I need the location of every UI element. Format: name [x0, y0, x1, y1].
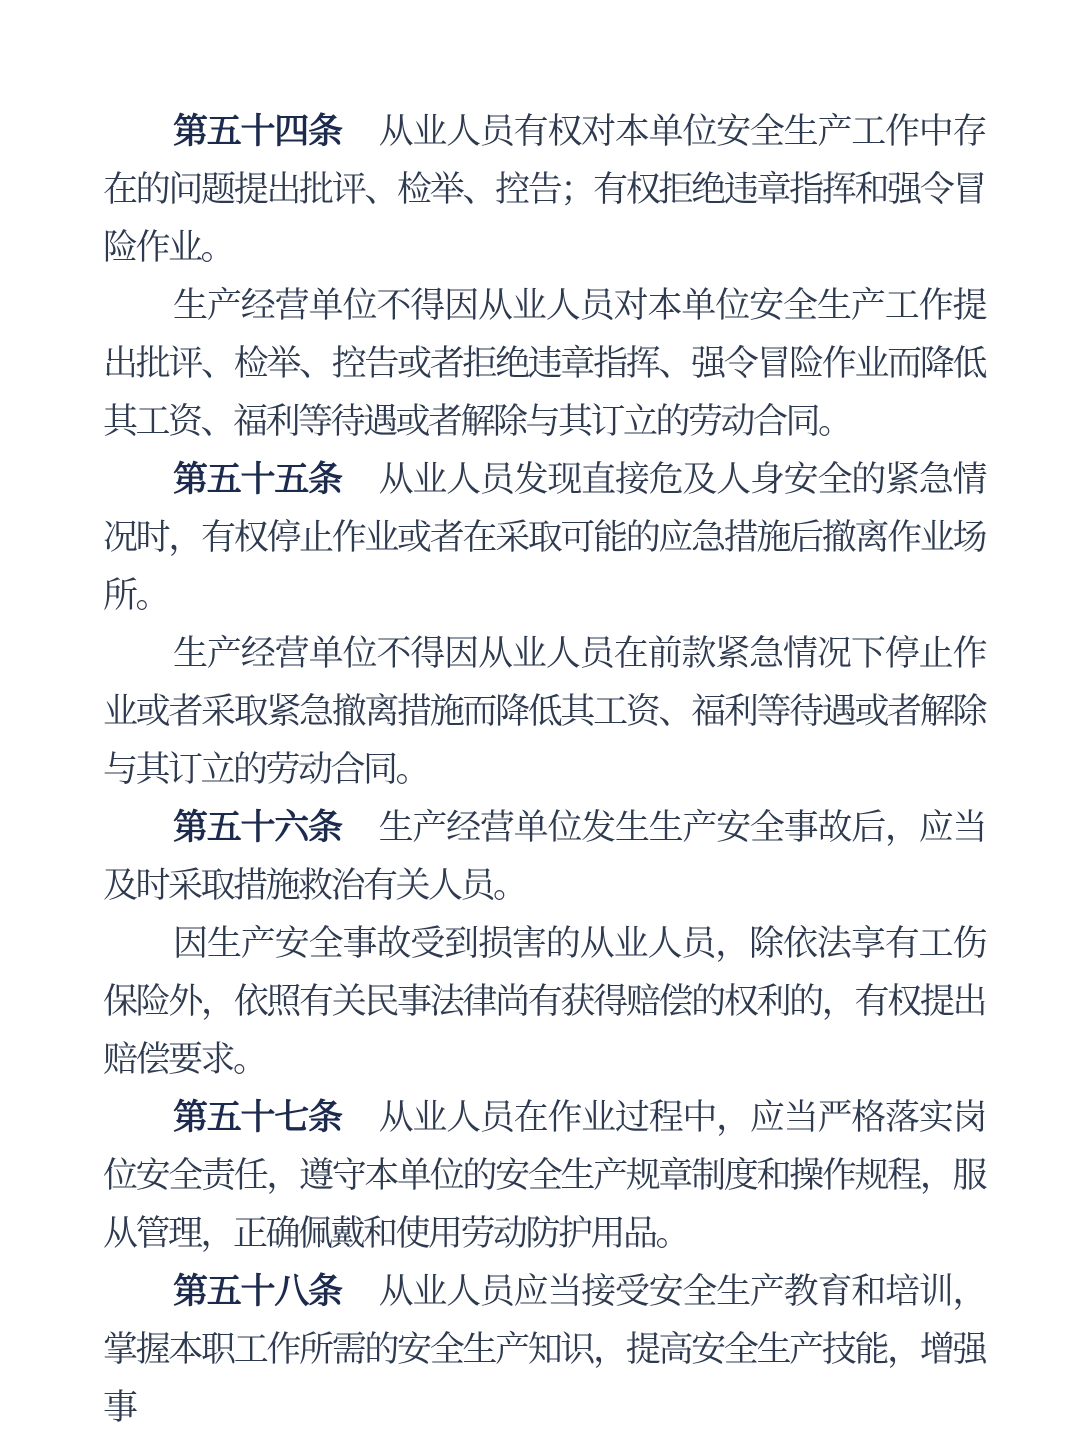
article-57-text: 从业人员在作业过程中，应当严格落实岗位安全责任，遵守本单位的安全生产规章制度和操作规程，服从管理，正确佩戴和使用劳动防护用品。	[103, 1098, 985, 1253]
paragraph-article-54	[103, 103, 985, 277]
article-54-text: 从业人员有权对本单位安全生产工作中存在的问题提出批评、检举、控告；有权拒绝违章指挥和强令冒险作业。	[103, 112, 985, 267]
paragraph-article-54-clause-2	[103, 277, 985, 451]
article-56-number: 第五十六条	[173, 808, 342, 847]
article-58-text: 从业人员应当接受安全生产教育和培训，掌握本职工作所需的安全生产知识，提高安全生产技能，增强事	[103, 1272, 985, 1427]
article-57-number: 第五十七条	[173, 1098, 342, 1137]
paragraph-article-55	[103, 451, 985, 625]
article-56-text: 生产经营单位发生生产安全事故后，应当及时采取措施救治有关人员。	[103, 808, 985, 905]
paragraph-article-55-clause-2	[103, 625, 985, 799]
article-54-clause-2-text: 生产经营单位不得因从业人员对本单位安全生产工作提出批评、检举、控告或者拒绝违章指挥、强令冒险作业而降低其工资、福利等待遇或者解除与其订立的劳动合同。	[103, 286, 985, 441]
article-54-number: 第五十四条	[173, 112, 342, 151]
paragraph-article-56	[103, 799, 985, 915]
article-56-clause-2-text: 因生产安全事故受到损害的从业人员，除依法享有工伤保险外，依照有关民事法律尚有获得赔偿的权利的，有权提出赔偿要求。	[103, 924, 985, 1079]
paragraph-article-56-clause-2	[103, 915, 985, 1089]
article-55-text: 从业人员发现直接危及人身安全的紧急情况时，有权停止作业或者在采取可能的应急措施后撤离作业场所。	[103, 460, 985, 615]
paragraph-article-57	[103, 1089, 985, 1263]
paragraph-article-58	[103, 1263, 985, 1437]
article-58-number: 第五十八条	[173, 1272, 342, 1311]
article-55-clause-2-text: 生产经营单位不得因从业人员在前款紧急情况下停止作业或者采取紧急撤离措施而降低其工资、福利等待遇或者解除与其订立的劳动合同。	[103, 634, 985, 789]
article-55-number: 第五十五条	[173, 460, 342, 499]
